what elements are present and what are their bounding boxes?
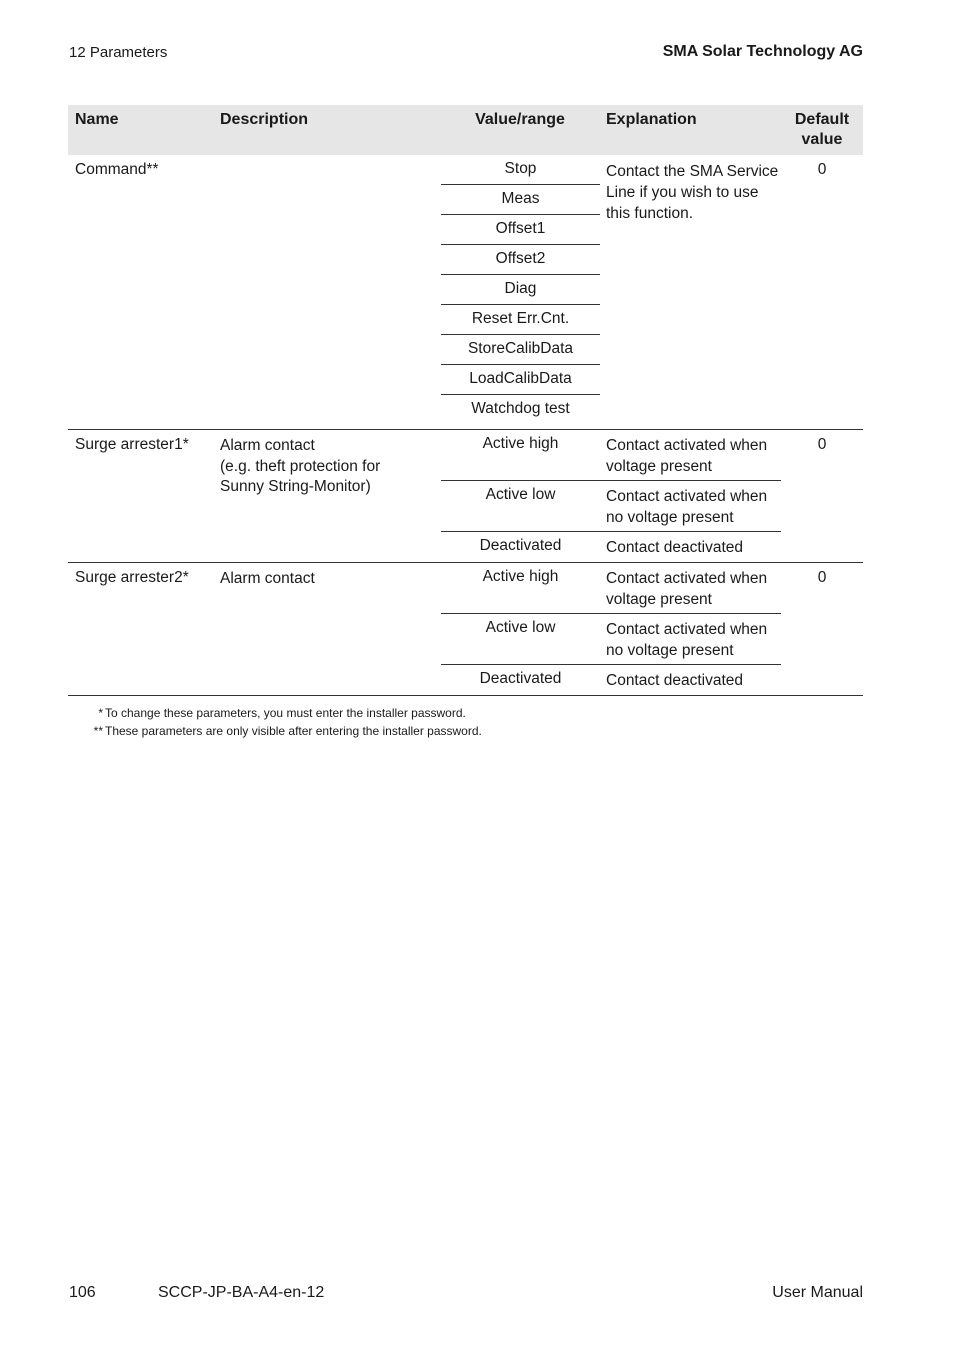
document-code: SCCP-JP-BA-A4-en-12 bbox=[158, 1284, 325, 1301]
value-cell: LoadCalibData bbox=[441, 365, 600, 395]
column-default-line1: Default bbox=[794, 111, 850, 128]
value-row bbox=[68, 532, 863, 562]
explanation-line: voltage present bbox=[606, 591, 712, 608]
page-number: 106 bbox=[69, 1284, 96, 1301]
value-cell: Reset Err.Cnt. bbox=[441, 305, 600, 335]
param-name: Surge arrester1* bbox=[75, 436, 189, 453]
value-row bbox=[68, 614, 863, 665]
section-title: 12 Parameters bbox=[69, 44, 168, 61]
explanation-line: voltage present bbox=[606, 458, 712, 475]
value-cell: Active high bbox=[441, 430, 600, 481]
column-name: Name bbox=[75, 111, 119, 128]
param-default: 0 bbox=[817, 569, 827, 586]
description-line: Alarm contact bbox=[220, 437, 315, 454]
footnote-text: To change these parameters, you must enter the installer password. bbox=[105, 706, 466, 720]
value-row bbox=[68, 430, 863, 481]
footnote-marker: ** bbox=[93, 724, 103, 738]
value-cell: StoreCalibData bbox=[441, 335, 600, 365]
value-cell: Deactivated bbox=[479, 670, 562, 687]
value-row bbox=[68, 481, 863, 532]
explanation-cell bbox=[600, 430, 781, 481]
explanation-cell bbox=[600, 563, 781, 614]
param-explanation: Contact the SMA Service Line if you wish to use this function. bbox=[606, 163, 779, 222]
value-row bbox=[68, 215, 863, 245]
param-default: 0 bbox=[817, 436, 827, 453]
value-cell: Active low bbox=[441, 614, 600, 665]
explanation-cell bbox=[600, 532, 781, 562]
row-group-surge-arrester1 bbox=[68, 430, 863, 563]
explanation-cell bbox=[600, 481, 781, 532]
document-title: User Manual bbox=[772, 1284, 863, 1301]
description-line: Sunny String-Monitor) bbox=[220, 478, 371, 495]
value-list bbox=[68, 155, 863, 429]
value-cell: Diag bbox=[441, 275, 600, 305]
explanation-line: Contact activated when bbox=[606, 570, 768, 587]
table-header bbox=[68, 105, 863, 155]
explanation-line: Contact activated when bbox=[606, 437, 768, 454]
company-name: SMA Solar Technology AG bbox=[662, 43, 863, 60]
explanation-line: Contact deactivated bbox=[606, 672, 744, 689]
explanation-cell bbox=[600, 665, 781, 695]
column-value-range: Value/range bbox=[475, 111, 565, 128]
explanation-line: Contact deactivated bbox=[606, 539, 744, 556]
footnotes bbox=[84, 704, 482, 740]
explanation-line: no voltage present bbox=[606, 509, 734, 526]
param-name: Command** bbox=[75, 161, 159, 178]
param-description: Alarm contact bbox=[220, 570, 315, 587]
footnote-marker: * bbox=[98, 706, 103, 720]
value-row bbox=[68, 335, 863, 365]
column-explanation: Explanation bbox=[606, 111, 697, 128]
explanation-line: no voltage present bbox=[606, 642, 734, 659]
value-cell: Offset2 bbox=[441, 245, 600, 275]
column-default-value bbox=[786, 110, 858, 150]
param-name: Surge arrester2* bbox=[75, 569, 189, 586]
value-row bbox=[68, 395, 863, 429]
value-row bbox=[68, 665, 863, 695]
explanation-line: Contact activated when bbox=[606, 621, 768, 638]
parameter-table bbox=[68, 105, 863, 696]
row-group-command bbox=[68, 155, 863, 430]
footnote-text: These parameters are only visible after entering the installer password. bbox=[105, 724, 482, 738]
value-row bbox=[68, 563, 863, 614]
value-row bbox=[68, 365, 863, 395]
value-cell: Deactivated bbox=[479, 537, 562, 554]
value-cell: Watchdog test bbox=[471, 400, 570, 417]
value-row bbox=[68, 305, 863, 335]
value-cell: Offset1 bbox=[441, 215, 600, 245]
footnote bbox=[84, 722, 482, 740]
value-row bbox=[68, 185, 863, 215]
description-line: (e.g. theft protection for bbox=[220, 457, 381, 475]
value-row bbox=[68, 245, 863, 275]
value-cell: Active high bbox=[441, 563, 600, 614]
column-default-line2: value bbox=[801, 131, 843, 148]
value-cell: Stop bbox=[441, 155, 600, 185]
explanation-line: Contact activated when bbox=[606, 488, 768, 505]
value-row bbox=[68, 275, 863, 305]
value-row bbox=[68, 155, 863, 185]
value-cell: Active low bbox=[441, 481, 600, 532]
param-default: 0 bbox=[817, 161, 827, 178]
footnote bbox=[84, 704, 482, 722]
column-description: Description bbox=[220, 111, 309, 128]
row-group-surge-arrester2 bbox=[68, 563, 863, 696]
value-cell: Meas bbox=[441, 185, 600, 215]
explanation-cell bbox=[600, 614, 781, 665]
